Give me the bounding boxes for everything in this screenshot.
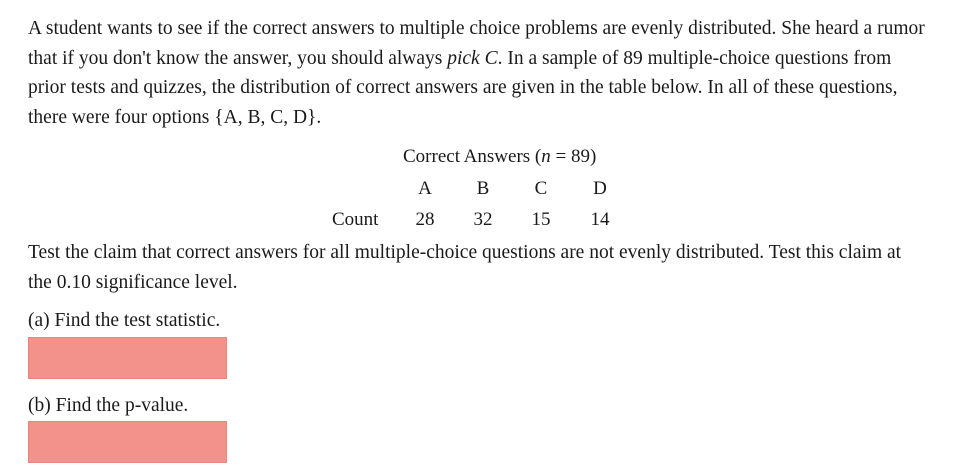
answer-b-box[interactable] [28, 421, 227, 463]
claim-text: Test the claim that correct answers for all multiple-choice questions are not evenly distributed. Test this claim at the 0.10 significance level. [28, 242, 902, 293]
intro-emphasis: pick C [447, 47, 498, 69]
row-label-count: Count [332, 209, 379, 230]
count-c: 15 [531, 209, 551, 230]
count-a: 28 [415, 209, 435, 230]
caption-prefix: Correct Answers ( [403, 146, 542, 167]
caption-suffix: = 89) [550, 146, 597, 167]
intro-text-1: A student wants to see if the correct answers to multiple choice problems are evenly distributed. She heard a rumor that if you don't know the answer, you should always [28, 18, 925, 69]
header-b: B [476, 178, 490, 199]
header-d: D [593, 178, 607, 199]
question-a-label: (a) Find the test statistic. [28, 310, 221, 331]
answer-a-box[interactable] [28, 337, 227, 379]
caption-variable: n [541, 146, 551, 167]
count-b: 32 [473, 209, 493, 230]
question-b-label: (b) Find the p-value. [28, 395, 189, 416]
count-d: 14 [590, 209, 610, 230]
header-a: A [418, 178, 432, 199]
intro-text-2: . In a sample of 89 multiple-choice questions from prior tests and quizzes, the distribution of correct answers are given in the table below. In all of these questions, there were four options {A, B, C, D}. [28, 47, 898, 128]
problem-intro [28, 14, 928, 132]
header-c: C [534, 178, 548, 199]
